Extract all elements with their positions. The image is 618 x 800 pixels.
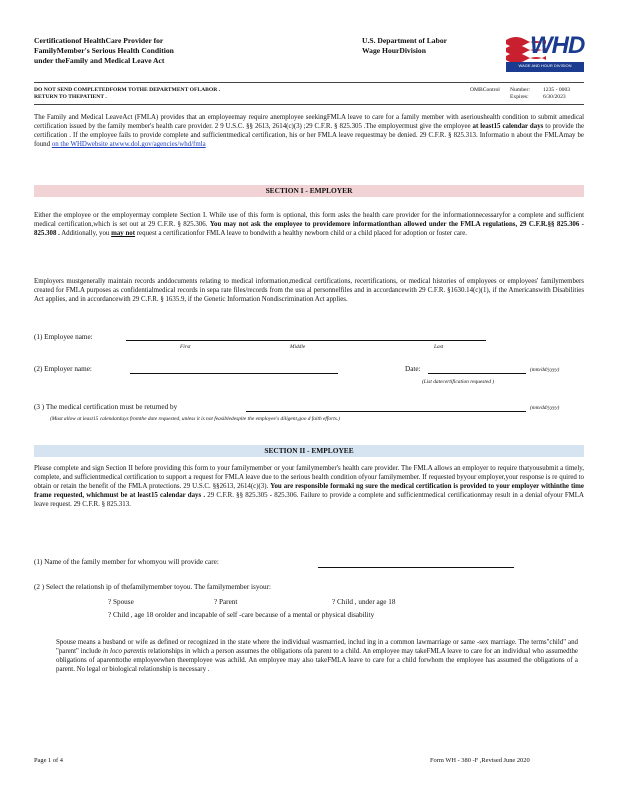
section-1-header: SECTION I - EMPLOYER — [34, 185, 584, 197]
s1-para1-underline: may not — [111, 230, 136, 238]
whd-logo — [504, 30, 584, 76]
spouse-definition-end: relationships in which a person assumes the obligations ofa parent to a child. An employee may takeFMLA leave to care for an individual who assumedthe obligations of aparenttothe employeewhen theemployee was achild. An employee may also takeFMLA leave to care for a child forwhom the employee has assumed the obligations of a parent. No legal or biological relationship is necessary . — [56, 648, 578, 674]
intro-text-cont: to provide the certification . If the employee fails to provide complete and sufficientmedical certification, his or her FMLA leave requestmay be denied. 29 C.F.R. § 825.313. Informatio n about the FMLAmay be found — [34, 123, 584, 149]
omb-label: OMBControl — [470, 87, 500, 93]
option-parent[interactable]: ? Parent — [214, 598, 238, 606]
employee-name-label: (1) Employee name: — [34, 333, 93, 341]
s2-para1-text: Please complete and sign Section II before providing this form to your familymember or your familymember's health care provider. The FMLA allows an employer to require thatyousubmit a timely, complete, and sufficientmedical certification to support a request for FMLA leave due to the serious health condition ofyour familymember. If requested byyour employer,your response is re quired to obtain or retain the benefit of the FMLA protections. 29 U.S.C. §§2613, 2614(c)(3). — [34, 465, 584, 491]
family-member-name-field[interactable] — [318, 567, 514, 568]
s1-para1-end: request a certificationfor FMLA leave to bondwith a healthy newborn child or a child placed for adoption or foster care. — [136, 230, 468, 238]
intro-bold: at least15 calendar days — [472, 123, 544, 131]
employee-name-field[interactable] — [126, 340, 486, 341]
intro-paragraph — [34, 113, 584, 149]
relationship-label: (2 ) Select the relationsh ip of thefamilymember toyou. The familymember isyour: — [34, 583, 271, 591]
s1-para1-bold: You may not ask the employee to providemore informationthan allowed under the FMLA regulations, 29 C.F.R.§§ 825.306 - 825.308 . — [34, 221, 584, 238]
logo-subtitle: WAGE AND HOUR DIVISION — [518, 63, 572, 68]
s2-para1-end: 29 C.F.R. §§ 825.305 - 825.306. Failure to provide a complete and sufficientmedical certificationmay result in a denial ofyour FMLA leave request. 29 C.F.R. § 825.313. — [34, 492, 584, 509]
form-title-line: FamilyMember's Serious Health Condition — [34, 46, 174, 55]
option-child-over-18[interactable]: ? Child , age 18 orolder and incapable of self -care because of a mental or physical disability — [108, 611, 375, 619]
last-caption: Last — [434, 344, 444, 350]
section-1-para-1 — [34, 211, 584, 238]
intro-text: The Family and Medical LeaveAct (FMLA) provides that an employeemay require anemployee seekingFMLA leave to care for a family member with aserioushealth condition to submit amedical certification issued by the family member's health care provider. 2 9 U.S.C. §§ 2613, 2614(c)(3) ;29 C.F.R. § 825.305 .The employermust give the employee — [34, 114, 584, 131]
date-format-hint: (mm/dd/yyyy) — [530, 367, 560, 373]
form-title-line: under theFamily and Medical Leave Act — [34, 56, 165, 65]
option-spouse[interactable]: ? Spouse — [108, 598, 134, 606]
section-2-para-1 — [34, 464, 584, 509]
spouse-definition-italic: in loco parentis — [102, 648, 147, 656]
date-caption: (List datecertification requested ) — [422, 379, 495, 385]
first-caption: First — [180, 344, 191, 350]
employer-name-label: (2) Employer name: — [34, 365, 92, 373]
return-by-label: (3 ) The medical certification must be returned by — [34, 403, 178, 411]
return-by-field[interactable] — [246, 411, 526, 412]
return-notice — [34, 87, 364, 101]
return-notice-line: DO NOT SEND COMPLETEDFORM TOTHE DEPARTMENT OFLABOR . — [34, 87, 221, 93]
expires-date: 6/30/2023 — [543, 94, 566, 100]
section-1-para-2: Employers mustgenerally maintain records anddocuments relating to medical information,medical certifications, recertifications, or medical histories of employees or employees' familymembers created for FMLA purposes as confidentialmedical records in sepa rate files/records from the usu al personnelfiles and in accordancewith 29 C.F.R. §1630.14(c)(1), if the Americanswith Disabilities Act applies, and in accordancewith 29 C.F.R. § 1635.9, if the Genetic Information Nondiscrimination Act applies. — [34, 278, 584, 304]
spouse-definition — [56, 638, 578, 674]
s1-para1-text: Either the employee or the employermay complete Section I. While use of this form is optional, this form asks the health care provider for the informationnecessaryfor a complete and sufficient medical certification,which is set out at 29 C.F.R. § 825.306. — [34, 212, 584, 229]
form-title-line: Certificationof HealthCare Provider for — [34, 36, 164, 45]
date-requested-field[interactable] — [428, 373, 526, 374]
omb-number: 1235 - 0003 — [543, 87, 571, 93]
expires-label: Expires: — [510, 94, 529, 100]
agency-line: Wage HourDivision — [362, 46, 426, 55]
section-2-header: SECTION II - EMPLOYEE — [34, 445, 584, 457]
family-member-name-label: (1) Name of the family member for whomyou will provide care: — [34, 558, 219, 566]
return-notice-line: RETURN TO THEPATIENT . — [34, 94, 107, 100]
s2-para1-bold: You are responsible formaki ng sure the medical certification is provided to your employer withinthe time frame requested, whichmust be at least15 calendar days . — [34, 483, 584, 500]
return-date-format-hint: (mm/dd/yyyy) — [530, 405, 560, 411]
return-by-caption: (Must allow at least15 calendardays fromthe date requested, unless it is not feasibledespite the employee's diligent,goo d faith efforts.) — [50, 416, 340, 422]
logo-text: WHD — [530, 32, 585, 59]
spouse-definition-text: Spouse means a husband or wife as defined or recognized in the state where the individual wasmarried, includ ing in a common lawmarriage or same -sex marriage. The terms"child" and "parent" include — [56, 639, 578, 656]
agency-line: U.S. Department of Labor — [362, 36, 447, 45]
date-label: Date: — [405, 365, 421, 373]
middle-caption: Middle — [290, 344, 306, 350]
agency-name — [362, 36, 502, 56]
form-title — [34, 36, 334, 66]
page-number: Page 1 of 4 — [34, 757, 63, 764]
employer-name-field[interactable] — [130, 373, 338, 374]
form-number: Form WH - 380 -F ,Revised June 2020 — [430, 757, 530, 764]
number-label: Number: — [510, 87, 530, 93]
option-child-under-18[interactable]: ? Child , under age 18 — [332, 598, 396, 606]
whd-website-link[interactable]: on the WHDwebsite atwww.dol.gov/agencies/whd/fmla — [51, 141, 206, 149]
s1-para1-tail: Additionally, you — [61, 230, 110, 238]
